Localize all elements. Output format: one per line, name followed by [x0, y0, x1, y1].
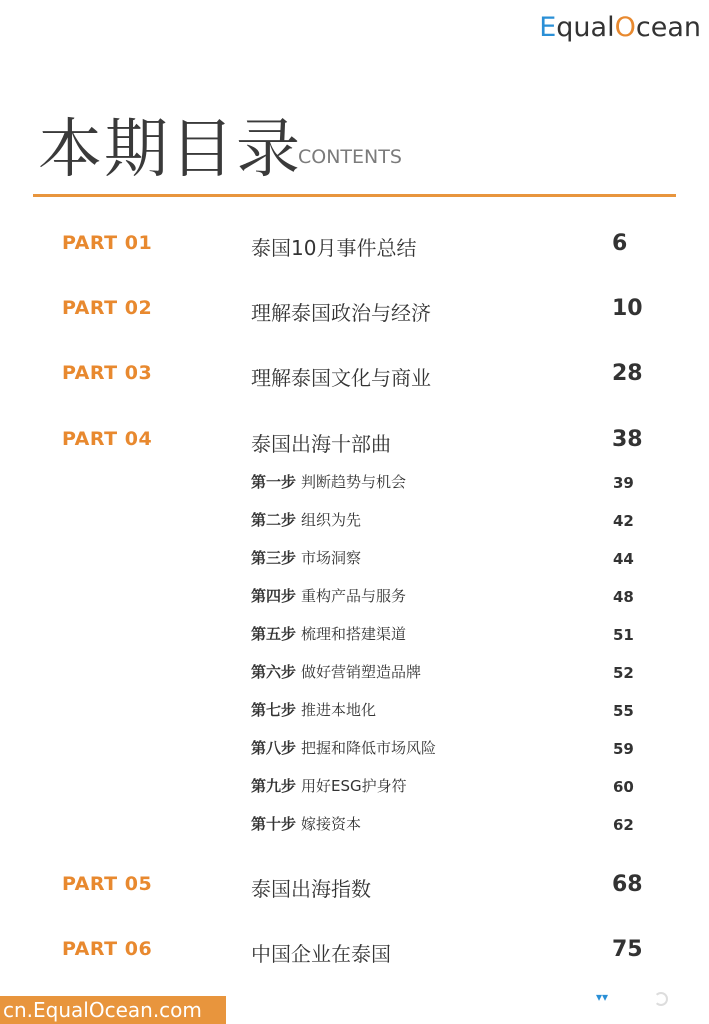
step-title: 组织为先: [301, 511, 362, 529]
step-label: 第五步: [251, 625, 297, 643]
step-page: 44: [613, 550, 634, 568]
step-title: 判断趋势与机会: [301, 473, 407, 491]
step-label: 第七步: [251, 701, 297, 719]
part-page: 68: [612, 872, 643, 897]
step-title: 嫁接资本: [301, 815, 362, 833]
page-title: 本期目录: [38, 113, 302, 187]
part-label: PART 06: [62, 938, 153, 960]
step-page: 39: [613, 474, 634, 492]
part-label: PART 03: [62, 362, 153, 384]
part-page: 10: [612, 296, 643, 321]
step-page: 52: [613, 664, 634, 682]
step-label: 第一步: [251, 473, 297, 491]
step-title: 市场洞察: [301, 549, 362, 567]
step-item[interactable]: [251, 623, 406, 644]
part-title[interactable]: 泰国出海指数: [251, 877, 371, 901]
step-page: 62: [613, 816, 634, 834]
step-page: 51: [613, 626, 634, 644]
footer-url[interactable]: cn.EqualOcean.com: [0, 996, 226, 1024]
part-page: 28: [612, 361, 643, 386]
step-item[interactable]: [251, 737, 436, 758]
step-item[interactable]: [251, 547, 361, 568]
part-label: PART 04: [62, 428, 153, 450]
part-title[interactable]: 理解泰国文化与商业: [251, 366, 431, 390]
step-item[interactable]: [251, 509, 361, 530]
step-title: 用好ESG护身符: [301, 777, 407, 795]
equalocean-logo: [539, 12, 701, 43]
part-page: 38: [612, 427, 643, 452]
step-item[interactable]: [251, 585, 406, 606]
page-subtitle: CONTENTS: [298, 146, 402, 168]
step-item[interactable]: [251, 471, 406, 492]
step-title: 推进本地化: [301, 701, 377, 719]
part-title[interactable]: 泰国10月事件总结: [251, 236, 417, 260]
step-page: 55: [613, 702, 634, 720]
part-title[interactable]: 泰国出海十部曲: [251, 432, 391, 456]
step-label: 第二步: [251, 511, 297, 529]
step-label: 第六步: [251, 663, 297, 681]
step-page: 48: [613, 588, 634, 606]
logo-qual: qual: [556, 12, 615, 43]
step-item[interactable]: [251, 699, 376, 720]
step-page: 42: [613, 512, 634, 530]
step-page: 60: [613, 778, 634, 796]
step-label: 第九步: [251, 777, 297, 795]
part-label: PART 02: [62, 297, 153, 319]
step-title: 把握和降低市场风险: [301, 739, 437, 757]
step-title: 重构产品与服务: [301, 587, 407, 605]
corner-dots-icon: ▾▾: [596, 990, 609, 1004]
step-item[interactable]: [251, 813, 361, 834]
step-item[interactable]: [251, 775, 407, 796]
logo-o: O: [614, 12, 636, 43]
part-title[interactable]: 中国企业在泰国: [251, 942, 391, 966]
step-label: 第三步: [251, 549, 297, 567]
step-item[interactable]: [251, 661, 421, 682]
step-label: 第八步: [251, 739, 297, 757]
step-title: 梳理和搭建渠道: [301, 625, 407, 643]
part-label: PART 05: [62, 873, 153, 895]
part-page: 75: [612, 937, 643, 962]
step-label: 第十步: [251, 815, 297, 833]
corner-ring-icon: [654, 992, 668, 1006]
logo-e: E: [539, 12, 557, 43]
step-label: 第四步: [251, 587, 297, 605]
title-divider: [33, 194, 676, 197]
part-label: PART 01: [62, 232, 153, 254]
logo-cean: cean: [635, 12, 701, 43]
part-title[interactable]: 理解泰国政治与经济: [251, 301, 431, 325]
step-title: 做好营销塑造品牌: [301, 663, 422, 681]
step-page: 59: [613, 740, 634, 758]
part-page: 6: [612, 231, 628, 256]
